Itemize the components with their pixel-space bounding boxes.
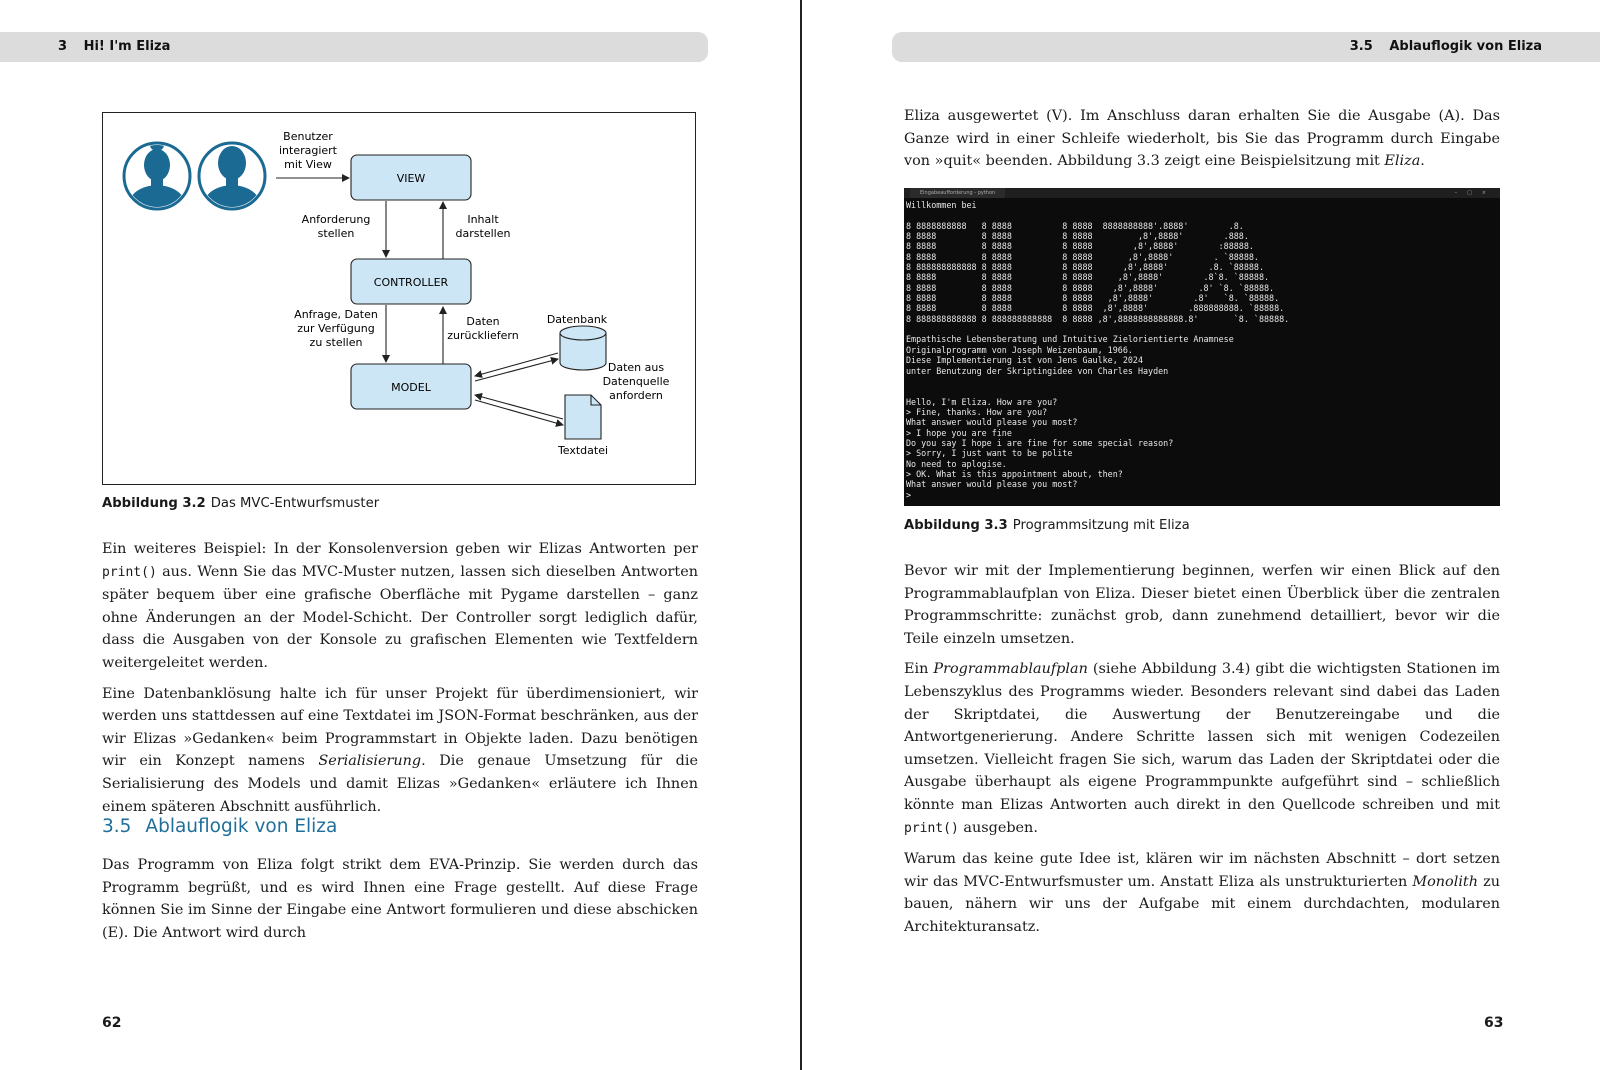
left-body-text-2 <box>102 854 698 952</box>
section-number: 3.5 <box>102 816 132 837</box>
database-icon <box>560 326 606 370</box>
text-run: aus. Wenn Sie das MVC-Muster nutzen, lassen sich dieselben Antworten später bequem über eine grafische Oberfläche mit Pygame darstellen – ganz ohne Änderungen an der Model-Schicht. Der Controller sorgt lediglich dafür, dass die Ausgaben von der Konsole zu grafischen Elementen wie Textfeldern weitergeleitet werden. <box>102 563 698 671</box>
terminal-tab: Eingabeaufforderung - python <box>910 188 1005 198</box>
datasource-label-line: Datenquelle <box>602 375 670 388</box>
chapter-number: 3 <box>58 39 68 54</box>
controller-box-label: CONTROLLER <box>373 276 449 289</box>
return-label-line: Daten <box>466 315 500 328</box>
content-label-line: darstellen <box>455 227 511 240</box>
paragraph: Das Programm von Eliza folgt strikt dem EVA-Prinzip. Sie werden durch das Programm begrüßt, und es wird Ihnen eine Frage gestellt. Auf diese Frage können Sie im Sinne der Eingabe eine Antwort formulieren und diese abschicken (E). Die Antwort wird durch <box>102 857 698 941</box>
window-controls: –□× <box>1454 190 1496 196</box>
model-box-label: MODEL <box>391 381 431 394</box>
datasource-label-line: Daten aus <box>607 361 665 374</box>
emphasis: Serialisierung <box>318 753 422 770</box>
view-box-label: VIEW <box>396 172 426 185</box>
user-avatar-icon <box>124 139 190 213</box>
right-body-text <box>904 560 1500 947</box>
terminal-titlebar <box>904 188 1500 198</box>
content-label-line: Inhalt <box>467 213 499 226</box>
figure-caption-label: Abbildung 3.2 <box>102 496 206 511</box>
terminal-screenshot <box>904 188 1500 506</box>
user-avatar-icon <box>199 143 265 213</box>
section-heading <box>102 816 337 837</box>
section-title: Ablauflogik von Eliza <box>1389 39 1542 54</box>
user-label-line: Benutzer <box>283 130 333 143</box>
left-body-text <box>102 538 698 826</box>
page-number: 63 <box>1484 1015 1504 1031</box>
figure-caption <box>102 496 379 511</box>
figure-caption-text: Das MVC-Entwurfsmuster <box>210 496 380 511</box>
request-label-line: Anforderung <box>301 213 371 226</box>
emphasis: Programmablaufplan <box>933 661 1088 678</box>
text-run: Warum das keine gute Idee ist, klären wir im nächsten Abschnitt – dort setzen wir das MVC-Entwurfsmuster um. Anstatt Eliza als unstrukturierten <box>904 851 1500 890</box>
text-file-icon <box>565 395 601 439</box>
request-label-line: stellen <box>317 227 355 240</box>
figure-caption <box>904 518 1190 533</box>
user-label-line: interagiert <box>278 144 338 157</box>
emphasis: Monolith <box>1412 873 1478 890</box>
text-run: Eliza ausgewertet (V). Im Anschluss daran erhalten Sie die Ausgabe (A). Das Ganze wird in einer Schleife wiederholt, bis Sie das Programm durch Eingabe von »quit« beenden. Abbildung 3.3 zeigt eine Beispielsitzung mit <box>904 108 1500 170</box>
text-run: ausgeben. <box>958 819 1038 836</box>
query-label-line: zur Verfügung <box>297 322 375 335</box>
return-label-line: zurückliefern <box>447 329 519 342</box>
inline-code: print() <box>102 564 157 580</box>
text-run: zu bauen, nähern wir uns der Aufgabe mit einem durchdachten, modularen Architekturansatz. <box>904 873 1500 935</box>
right-running-header <box>892 32 1600 62</box>
chapter-title: Hi! I'm Eliza <box>83 39 171 54</box>
section-title: Ablauflogik von Eliza <box>145 816 338 837</box>
mvc-diagram <box>103 113 697 486</box>
paragraph <box>102 683 698 819</box>
datasource-label-line: anfordern <box>609 389 663 402</box>
paragraph <box>904 658 1500 840</box>
text-run: (siehe Abbildung 3.4) gibt die wichtigsten Stationen im Lebenszyklus des Programms wieder. Besonders relevant sind dabei das Laden der Skriptdatei, die Auswertung der Benutzereingabe und die Antwortgenerierung. Andere Schritte lassen sich mit wenigen Codezeilen umsetzen. Vielleicht fragen Sie sich, warum das Laden der Skriptdatei oder die Ausgabe überhaupt als eigene Programmpunkte aufgeführt sind – schließlich könnte man Elizas Antworten auch direkt in den Quellcode schreiben und mit <box>904 661 1500 813</box>
text-run: Ein <box>904 661 934 678</box>
inline-code: print() <box>904 820 959 836</box>
database-label: Datenbank <box>546 313 608 326</box>
text-run: . <box>1420 153 1425 170</box>
query-label-line: Anfrage, Daten <box>294 308 378 321</box>
figure-caption-label: Abbildung 3.3 <box>904 518 1008 533</box>
text-run: Eine Datenbanklösung halte ich für unser Projekt für überdimensioniert, wir werden uns stattdessen auf eine Textdatei im JSON-Format beschränken, aus der wir Elizas »Gedanken« beim Programmstart in Objekte laden. Dazu benötigen wir ein Konzept namens <box>102 685 698 770</box>
right-body-text-top <box>904 105 1500 181</box>
textfile-label: Textdatei <box>557 444 609 457</box>
mvc-figure <box>102 112 696 485</box>
query-label-line: zu stellen <box>309 336 363 349</box>
paragraph <box>904 105 1500 173</box>
figure-caption-text: Programmsitzung mit Eliza <box>1012 518 1190 533</box>
paragraph: Bevor wir mit der Implementierung beginnen, werfen wir einen Blick auf den Programmablaufplan von Eliza. Dieser bietet einen Überblick über die zentralen Programmschritte: zunächst grob, dann zunehmend detailliert, bevor wir die Teile einzeln umsetzen. <box>904 563 1500 647</box>
section-number: 3.5 <box>1349 39 1373 54</box>
paragraph <box>102 538 698 675</box>
text-run: Ein weiteres Beispiel: In der Konsolenversion geben wir Elizas Antworten per <box>102 541 698 557</box>
left-running-header <box>0 32 708 62</box>
paragraph <box>904 848 1500 938</box>
terminal-output: Willkommen bei 8 8888888888 8 8888 8 8888 8888888888'.8888' .8. 8 8888 8 8888 8 8888 ,8',8888' .888. 8 8888 8 8888 8 8888 ,8',8888' :88888. 8 8888 8 8888 8 8888 ,8',8888' . `88888. 8 888888888888 8 8888 8 8888 ,8',8888' .8. `88888. 8 8888 8 8888 8 8888 ,8',8888' .8`8. `88888. 8 8888 8 8888 8 8888 ,8',8888' .8' `8. `88888. 8 8888 8 8888 8 8888 ,8',8888' .8' `8. `88888. 8 8888 8 8888 8 8888 ,8',8888' .888888888. `88888. 8 888888888888 8 888888888888 8 8888 ,8',8888888888888.8' `8. `88888. Empathische Lebensberatung und Intuitive Zielorientierte Anamnese Originalprogramm von Joseph Weizenbaum, 1966. Diese Implementierung ist von Jens Gaulke, 2024 unter Benutzung der Skriptingidee von Charles Hayden Hello, I'm Eliza. How are you? > Fine, thanks. How are you? What answer would please you most? > I hope you are fine Do you say I hope i are fine for some special reason? > Sorry, I just want to be polite No need to aplogise. > OK. What is this appointment about, then? What answer would please you most? > <box>906 200 1290 500</box>
page-number: 62 <box>102 1015 122 1031</box>
text-run: . Die genaue Umsetzung für die Serialisierung des Models und damit Elizas »Gedanken« erläutere ich Ihnen einem späteren Abschnitt ausführlich. <box>102 753 698 815</box>
user-label-line: mit View <box>284 158 332 171</box>
emphasis: Eliza <box>1384 153 1421 170</box>
